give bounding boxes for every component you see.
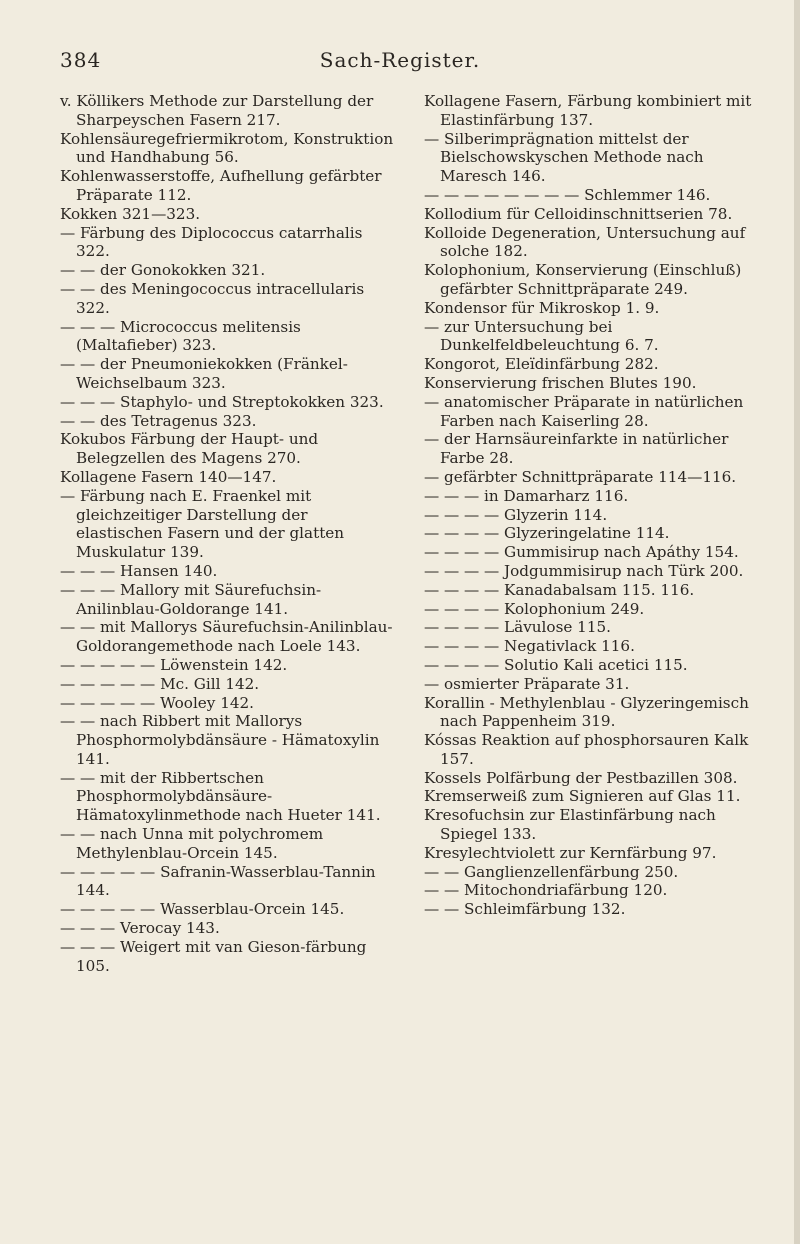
- index-entry: Kossels Polfärbung der Pestbazillen 308.: [424, 768, 738, 787]
- index-entry: — — des Meningococcus intracellularis 322.: [60, 279, 369, 317]
- running-head: Sach-Register.: [319, 48, 481, 72]
- index-entry: Kresofuchsin zur Elastinfärbung nach Spiegel 133.: [424, 806, 721, 844]
- left-column: [60, 92, 396, 975]
- page-edge: [794, 0, 800, 1244]
- index-entry: — — — — — Mc. Gill 142.: [60, 674, 260, 693]
- index-entry: — — — Mallory mit Säurefuchsin-Anilinblau-Goldorange 141.: [60, 580, 322, 618]
- right-column: [424, 92, 764, 919]
- index-entry: — — — — Lävulose 115.: [424, 618, 611, 637]
- index-entry: — — — — Kolophonium 249.: [424, 599, 645, 618]
- index-entry: — — Mitochondriafärbung 120.: [424, 881, 668, 900]
- index-entry: Kolloide Degeneration, Untersuchung auf solche 182.: [424, 223, 751, 261]
- index-entry: Kremserweiß zum Signieren auf Glas 11.: [424, 787, 741, 806]
- index-entry: — — — — — Wooley 142.: [60, 693, 255, 712]
- index-entry: — — Schleimfärbung 132.: [424, 900, 626, 919]
- index-entry: — — mit Mallorys Säurefuchsin-Anilinblau-Goldorangemethode nach Loele 143.: [60, 618, 393, 656]
- index-entry: — — — Verocay 143.: [60, 919, 220, 938]
- index-entry: — gefärbter Schnittpräparate 114—116.: [424, 467, 737, 486]
- index-entry: Kongorot, Eleïdinfärbung 282.: [424, 355, 659, 374]
- index-entry: — — — Hansen 140.: [60, 561, 218, 580]
- index-entry: — — — — — Löwenstein 142.: [60, 655, 288, 674]
- page-number: 384: [60, 48, 102, 72]
- index-entry: — der Harnsäureinfarkte in natürlicher Farbe 28.: [424, 430, 734, 468]
- index-entry: — — — — — Safranin-Wasserblau-Tannin 144.: [60, 862, 381, 900]
- index-entry: — — — — — Wasserblau-Orcein 145.: [60, 900, 345, 919]
- index-entry: — zur Untersuchung bei Dunkelfeldbeleuchtung 6. 7.: [424, 317, 659, 355]
- index-entry: — — mit der Ribbertschen Phosphormolybdänsäure-Hämatoxylinmethode nach Hueter 141.: [60, 768, 381, 825]
- index-entry: — — — — Kanadabalsam 115. 116.: [424, 580, 695, 599]
- index-entry: Korallin - Methylenblau - Glyzeringemisch nach Pappenheim 319.: [424, 693, 754, 731]
- index-entry: — — — in Damarharz 116.: [424, 486, 629, 505]
- index-entry: — osmierter Präparate 31.: [424, 674, 630, 693]
- index-entry: — — — Weigert mit van Gieson-färbung 105.: [60, 937, 372, 975]
- index-entry: Kokken 321—323.: [60, 204, 201, 223]
- index-entry: — — — — Glyzerin 114.: [424, 505, 608, 524]
- index-entry: — Färbung nach E. Fraenkel mit gleichzeitiger Darstellung der elastischen Fasern und der glatten Muskulatur 139.: [60, 486, 349, 562]
- index-entry: Kresylechtviolett zur Kernfärbung 97.: [424, 843, 717, 862]
- index-entry: — — — Micrococcus melitensis (Maltafieber) 323.: [60, 317, 306, 355]
- index-entry: Kohlensäuregefriermikrotom, Konstruktion und Handhabung 56.: [60, 129, 398, 167]
- index-entry: — — der Pneumoniekokken (Fränkel-Weichselbaum 323.: [60, 355, 348, 392]
- index-entry: Kokubos Färbung der Haupt- und Belegzellen des Magens 270.: [60, 430, 323, 468]
- index-entry: Kollagene Fasern 140—147.: [60, 467, 277, 486]
- page-header: [60, 48, 740, 76]
- index-entry: v. Köllikers Methode zur Darstellung der Sharpeyschen Fasern 217.: [60, 92, 379, 129]
- index-entry: — — — — Glyzeringelatine 114.: [424, 524, 670, 543]
- index-entry: — — des Tetragenus 323.: [60, 411, 257, 430]
- index-entry: Kollodium für Celloidinschnittserien 78.: [424, 204, 733, 223]
- index-entry: — — — — Solutio Kali acetici 115.: [424, 655, 688, 674]
- index-entry: — — — — Gummisirup nach Apáthy 154.: [424, 543, 739, 562]
- index-entry: — — nach Ribbert mit Mallorys Phosphormolybdänsäure - Hämatoxylin 141.: [60, 712, 385, 768]
- index-entry: — — nach Unna mit polychromem Methylenblau-Orcein 145.: [60, 825, 329, 862]
- index-entry: Kohlenwasserstoffe, Aufhellung gefärbter Präparate 112.: [60, 167, 387, 204]
- index-entry: — — — — Jodgummisirup nach Türk 200.: [424, 561, 744, 580]
- index-entry: Kóssas Reaktion auf phosphorsauren Kalk 157.: [424, 731, 754, 768]
- index-entry: Kollagene Fasern, Färbung kombiniert mit Elastinfärbung 137.: [424, 92, 757, 129]
- index-entry: — — der Gonokokken 321.: [60, 261, 266, 280]
- index-entry: Konservierung frischen Blutes 190.: [424, 373, 697, 392]
- index-entry: — — — Staphylo- und Streptokokken 323.: [60, 392, 384, 411]
- index-entry: — anatomischer Präparate in natürlichen Farben nach Kaiserling 28.: [424, 392, 749, 430]
- index-entry: Kolophonium, Konservierung (Einschluß) gefärbter Schnittpräparate 249.: [424, 261, 747, 298]
- index-entry: — Silberimprägnation mittelst der Bielschowskyschen Methode nach Maresch 146.: [424, 129, 709, 186]
- index-entry: Kondensor für Mikroskop 1. 9.: [424, 298, 660, 317]
- index-entry: — — — — — — — — Schlemmer 146.: [424, 185, 711, 204]
- index-entry: — — — — Negativlack 116.: [424, 637, 635, 656]
- index-entry: — — Ganglienzellenfärbung 250.: [424, 862, 679, 881]
- index-entry: — Färbung des Diplococcus catarrhalis 322.: [60, 223, 368, 261]
